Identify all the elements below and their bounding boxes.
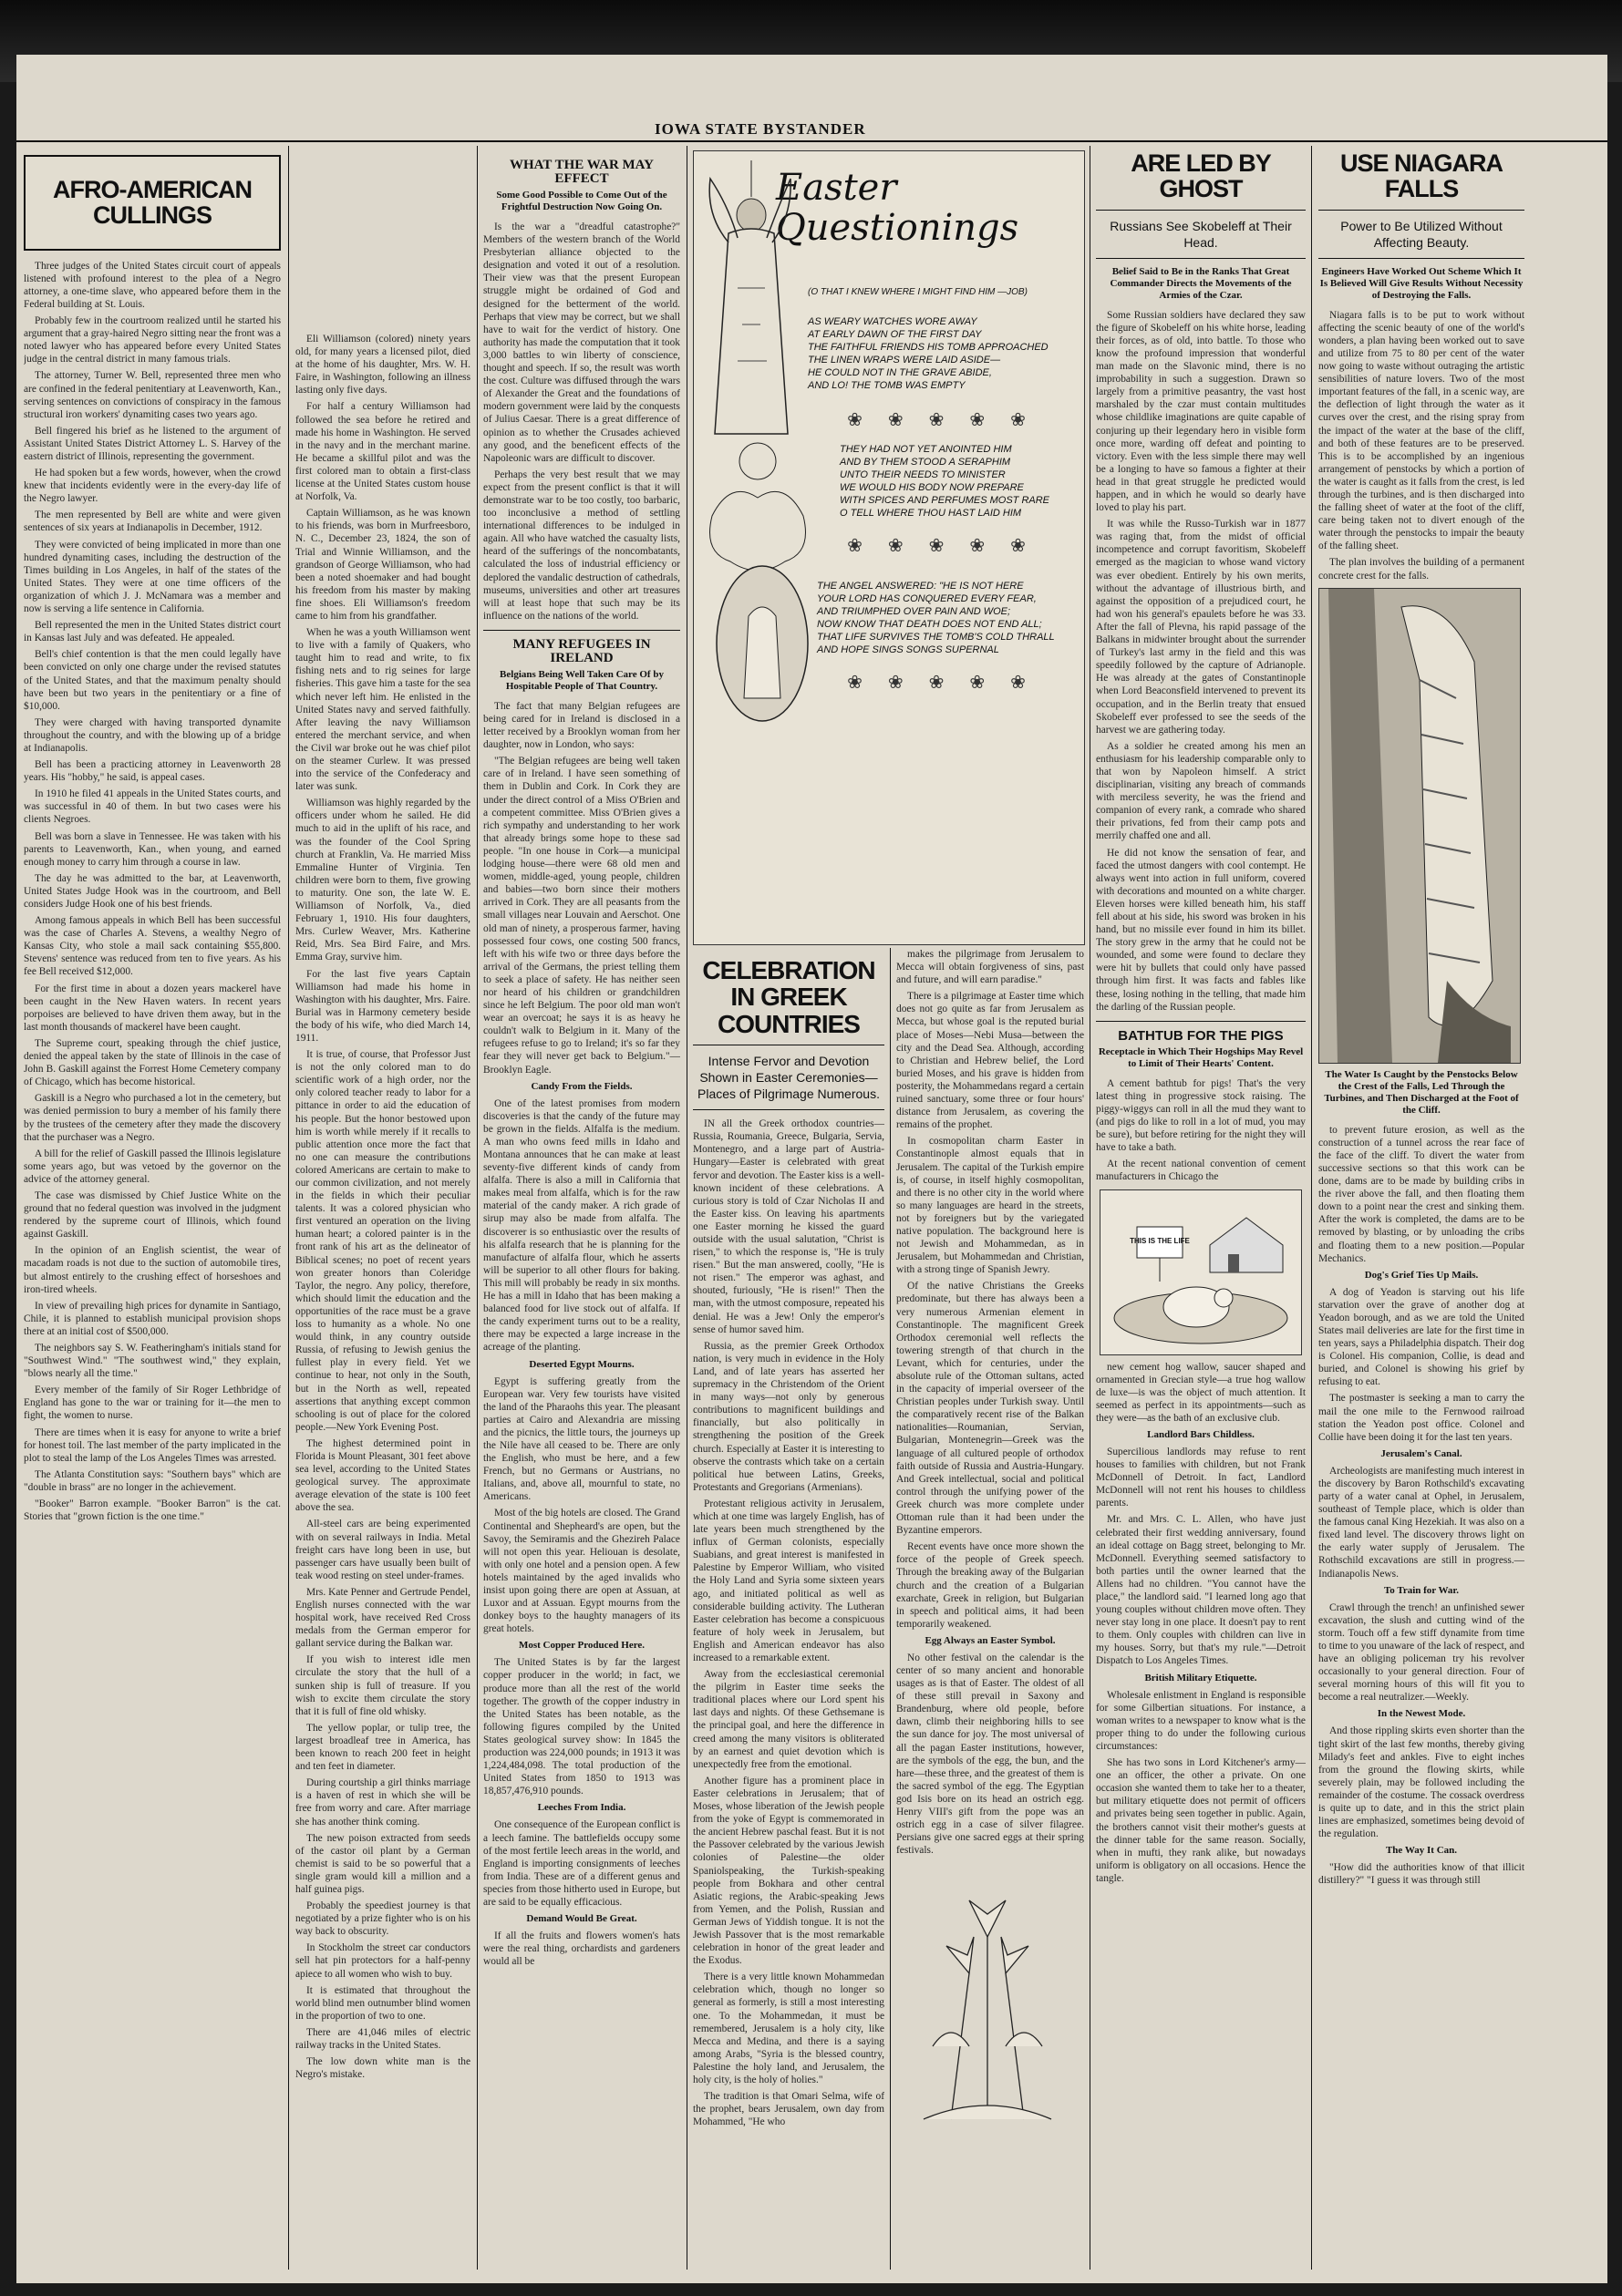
angel-figure <box>701 160 801 452</box>
paragraph: The Supreme court, speaking through the chief justice, denied the appeal taken by the state of Illinois in the case of John B. Gaskill against the Forrest Home Cemetery company of Chicago, which has become historical. <box>24 1037 281 1088</box>
paragraph: For half a century Williamson had followed the sea before he retired and made his home in Washington. He served in the navy and in the merchant marine. He became a skillful pilot and was the first colored man to obtain a first-class license at the United States custom house at Norfolk, Va. <box>295 401 470 503</box>
paragraph: new cement hog wallow, saucer shaped and ornamented in Grecian style—a true hog wallow de luxe—is was the object of much attention. It seemed as perfect in its appointments—such as they were—as the bath of an exclusive club. <box>1096 1361 1306 1424</box>
paragraph: Williamson was highly regarded by the officers under whom he sailed. He did much to aid in the uplift of his race, and was the founder of the Cool Spring church at Franklin, Va. He married Miss Emmaline Hunter of Virginia. Ten children were born to them, five growing to maturity. One son, the late W. E. Williamson of Norfolk, Va., died February 1, 1910. His four daughters, Mrs. Curlew Weaver, Mrs. Katherine Reid, Mrs. Sea Bird Faire, and Mrs. Emma Gray, survive him. <box>295 798 470 963</box>
paragraph: Away from the ecclesiastical ceremonial the pilgrim in Easter time seeks the traditional places where our Lord spent his last days and nights. Of these Gethsemane is the principal goal, and here the difference in creed among the many visitors is obliterated by an earnest and quiet devotion which is unexpectedly free from the emotional. <box>693 1669 884 1770</box>
paragraph: "How did the authorities know of that illicit distillery?" "I guess it was through still <box>1318 1862 1524 1887</box>
paragraph: Captain Williamson, as he was known to his friends, was born in Murfreesboro, N. C., December 23, 1824, the son of Trial and Winnie Williamson, and the grandson of George Williamson, who had been a noted shoemaker and had bought his freedom from his master by making fine shoes. Eli Williamson's freedom came to him from his grandfather. <box>295 508 470 622</box>
this-is-the-life-sign: THIS IS THE LIFE <box>1130 1236 1190 1245</box>
article-body <box>24 260 281 1524</box>
paragraph: Probably the speediest journey is that negotiated by a prize fighter who is on his way back to obscurity. <box>295 1900 470 1938</box>
paragraph: There are times when it is easy for anyone to write a brief for honest toil. The last member of the party implicated in the plot to steal the lamp of the Los Angeles Times was arrested. <box>24 1426 281 1464</box>
paragraph: Bell has been a practicing attorney in Leavenworth 28 years. His "hobby," he said, is appeal cases. <box>24 759 281 784</box>
article-body <box>1318 1861 1524 1887</box>
paragraph: One consequence of the European conflict is a leech famine. The battlefields occupy some of the most fertile leech areas in the world, and England is importing consignments of leeches from India. These are of a different genus and species from those hitherto used in Europe, but are said to be equally efficacious. <box>483 1819 680 1908</box>
article-body <box>1318 1286 1524 1444</box>
paragraph: The new poison extracted from seeds of the castor oil plant by a German chemist is said to be so powerful that a single gram would kill a million and a half guinea pigs. <box>295 1832 470 1895</box>
paragraph: Bell fingered his brief as he listened to the argument of Assistant United States District Attorney L. S. Harvey of the eastern district of Illinois, representing the government. <box>24 425 281 462</box>
paragraph: A cement bathtub for pigs! That's the very latest thing in progressive stock raising. The piggy-wiggys can roll in all the mud they want to (and pigs do like to roll in a lot of mud, you may be sure), but before retiring for the night they will have to take a bath. <box>1096 1077 1306 1154</box>
niagara-penstock-illustration <box>1318 588 1521 1064</box>
paragraph: The attorney, Turner W. Bell, represented three men who are confined in the federal penitentiary at Leavenworth, Kan., serving sentences on convictions of conspiracy in the famous structural iron workers' dynamiting cases two years ago. <box>24 370 281 420</box>
masthead-rule <box>16 140 1607 142</box>
article-body <box>693 1117 884 2128</box>
headline: BATHTUB FOR THE PIGS <box>1118 1027 1284 1044</box>
article-body <box>1318 309 1524 582</box>
separator <box>1096 258 1306 259</box>
paragraph: For the last five years Captain Williamson had made his home in Washington with his daughter, Mrs. Faire. Burial was in Harmony cemetery beside the body of his wife, who died March 14, 1911. <box>295 968 470 1044</box>
paragraph: The neighbors say S. W. Featheringham's initials stand for "Southwest Wind." "The southwest wind," they explain, "blows nearly all the time." <box>24 1343 281 1380</box>
column-divider <box>288 146 289 2270</box>
article-body <box>1096 1077 1306 1184</box>
headline: The Way It Can. <box>1385 1845 1458 1857</box>
deck: Russians See Skobeleff at Their Head. <box>1110 218 1292 250</box>
headline: In the Newest Mode. <box>1377 1708 1466 1720</box>
paragraph: Mr. and Mrs. C. L. Allen, who have just celebrated their first wedding anniversary, found an ideal cottage on Bagg street, belonging to Mr. McDonnell. Everything seemed satisfactory to both parties until the owner learned that the Allens had no children. "You cannot have the place," the landlord said. "I learned long ago that young couples without children move often. They never stay long in one place. It doesn't pay to rent to them. Only couples with children can live in my houses. Sorry, but that's my rule."—Detroit Dispatch to Los Angeles Times. <box>1096 1514 1306 1667</box>
paragraph: When he was a youth Williamson went to live with a family of Quakers, who taught him to read and write, to fix fishing nets and to rig seines for large fisheries. This gave him a taste for the sea which never left him. He enlisted in the United States navy and served faithfully. After leaving the navy Williamson entered the merchant service, and when the Civil war broke out he was chief pilot on the steamer Curlew. It was pressed into the service of the Confederacy and later was sunk. <box>295 627 470 793</box>
paragraph: The day he was admitted to the bar, at Leavenworth, United States Judge Hook was in the courtroom, and Bell considers Judge Hook one of his best friends. <box>24 872 281 910</box>
paragraph: Mrs. Kate Penner and Gertrude Pendel, English nurses connected with the war hospital work, have received Red Cross medals from the German emperor for gallant service during the Balkan war. <box>295 1586 470 1650</box>
paragraph: "Booker" Barron example. "Booker Barron" is the cat. Stories that "grown fiction is the one time." <box>24 1498 281 1523</box>
column-4 <box>693 957 884 2247</box>
paragraph: Among famous appeals in which Bell has been successful was the case of Charles A. Stevens, a wealthy Negro of Kansas City, who stole a mail sack containing $55,800. Stevens' sentence was reduced from ten to five years. As his fee Bell received $12,000. <box>24 915 281 978</box>
deck: Some Good Possible to Come Out of the Frightful Destruction Now Going On. <box>496 190 667 212</box>
paragraph: Is the war a "dreadful catastrophe?" Members of the western branch of the World Presbyterian alliance objected to the designation and voted it out of a resolution. Their view was that the present European struggle might be ordained of God and designed for the betterment of the world. Perhaps that view may be correct, but we shall have to wait for the verdict of history. One authority has made the computation that it took 3,000 battles to win liberty of conscience, thought and speech. If so, the result was worth the cost. Culture was diffused through the wars of Alexander the Great and the foundations of modern government were laid by the conquests of Julius Caesar. There is a great difference of opinion as to whether the Crusades achieved any good, and the beneficent effects of the Napoleonic wars are difficult to discover. <box>483 221 680 464</box>
headline: Egg Always an Easter Symbol. <box>925 1634 1056 1646</box>
article-body <box>295 333 470 2081</box>
article-body <box>483 1097 680 1354</box>
paragraph: In view of prevailing high prices for dynamite in Santiago, Chile, it is planned to establish municipal provision shops there at an initial cost of $500,000. <box>24 1300 281 1337</box>
paragraph: Three judges of the United States circuit court of appeals listened with profound interest to the plea of a Negro attorney, a one-time slave, who appeared before them in the Federal building at St. Louis. <box>24 260 281 310</box>
separator <box>1318 258 1524 259</box>
paragraph: to prevent future erosion, as well as the construction of a tunnel across the rear face of the face of the cliff. To divert the water from successive sections so that this work can be done, dams are to be made by building cribs in the river above the fall, and then floating them down to a point near the crest and sinking them. After the work is completed, the dams are to be removed by blasting, or by unloading the cribs and floating them to a new position.—Popular Mechanics. <box>1318 1124 1524 1264</box>
deck: Receptacle in Which Their Hogships May Revel to Limit of Their Hearts' Content. <box>1098 1045 1304 1069</box>
pig-bathtub-illustration <box>1100 1189 1302 1355</box>
deck: Intense Fervor and Devotion Shown in Easter Ceremonies—Places of Pilgrimage Numerous. <box>697 1054 880 1102</box>
headline: ARE LED BY GHOST <box>1131 150 1271 203</box>
paragraph: A dog of Yeadon is starving out his life starvation over the grave of another dog at Yeadon borough, and as we are told the United States mail deliveries are late for the first time in ten years, says a Philadelphia dispatch. Their dog is Colonel. His companion, Collie, is dead and buried, and Colonel is showing his grief by refusing to eat. <box>1318 1286 1524 1388</box>
headline: Landlord Bars Childless. <box>1147 1428 1255 1440</box>
paragraph: "The Belgian refugees are being well taken care of in Ireland. I have seen something of them in Dublin and Cork. In Cork they are under the direct control of a Miss O'Brien and a competent committee. Miss O'Brien gives a rich sympathy and understanding to her work that already brings some hope to these sad people. "In one house in Cork—a municipal lodging house—there were 68 old men and women, middle-aged, young people, children and babies—two born since their mothers arrived in Cork. They are all peasants from the small villages near Louvain and Aerschot. One old man of ninety, a prosperous farmer, having possessed four cows, one costing 500 francs, left with his wife two or three days before the arrival of the Germans, the priest telling them to seek a place of safety. He has neither seen nor heard of his children or grandchildren since he left Belgium. The poor old man won't wear an overcoat; he says it is as heavy he couldn't walk to Belgium in it. Many of the refugees refuse to go to Ireland; it's so far they fear they will never get back to Belgium."—Brooklyn Eagle. <box>483 756 680 1076</box>
paragraph: Bell's chief contention is that the men could legally have been convicted on only one charge under the revised statutes of the United States, and that the maximum penalty should have been but two years in the penitentiary or a fine of $10,000. <box>24 649 281 712</box>
paragraph: makes the pilgrimage from Jerusalem to Mecca will obtain forgiveness of sins, past and future, and will earn paradise." <box>896 949 1084 986</box>
paragraph: In 1910 he filed 41 appeals in the United States courts, and was successful in 40 of them. In but two cases were his clients Negroes. <box>24 788 281 826</box>
paragraph: During courtship a girl thinks marriage is a haven of rest in which she will be free from worry and care. After marriage she has another think coming. <box>295 1777 470 1828</box>
column-divider <box>890 948 891 2270</box>
article-body <box>483 1930 680 1968</box>
paragraph: Wholesale enlistment in England is responsible for some Gilbertian situations. For instance, a woman writes to a newspaper to know what is the proper thing to do under the following curious circumstances: <box>1096 1689 1306 1752</box>
paragraph: They were convicted of being implicated in more than one hundred dynamiting cases, including the destruction of the Times building in Los Angeles, in half of the states of the United States. They were at one time officers of the organization of which J. J. McNamara was a member and now is serving a life sentence in California. <box>24 539 281 615</box>
column-6 <box>1096 150 1306 2247</box>
headline: WHAT THE WAR MAY EFFECT <box>510 158 654 186</box>
paragraph: Bell represented the men in the United States district court in Kansas last July and was defeated. He appealed. <box>24 620 281 644</box>
paragraph: For the first time in about a dozen years mackerel have been caught in the New Haven waters. In recent years porpoises are believed to have driven them away, but in the last month thousands of mackerel have been caught. <box>24 983 281 1033</box>
paragraph: At the recent national convention of cement manufacturers in Chicago the <box>1096 1158 1306 1183</box>
paragraph: Perhaps the very best result that we may expect from the present conflict is that it will demonstrate war to be too costly, too barbaric, too inconclusive a method of settling international differences to be indulged in again. All who have watched the casualty lists, heard of the sufferings of the noncombatants, calculated the loss of industrial efficiency or deplored the vandalic destruction of cathedrals, museums, universities and other art treasures will at least hope that such may be its influence on the nations of the world. <box>483 468 680 622</box>
column-divider <box>477 146 478 2270</box>
paragraph: The men represented by Bell are white and were given sentences of six years at Indianapolis in December, 1912. <box>24 510 281 534</box>
tomb-angel-vignette <box>712 561 812 726</box>
deck: Engineers Have Worked Out Scheme Which It Is Believed Will Give Results Without Necessity of Destroying the Falls. <box>1319 265 1524 301</box>
deck: Power to Be Utilized Without Affecting Beauty. <box>1340 218 1503 250</box>
paragraph: There is a pilgrimage at Easter time which does not go quite as far from Jerusalem as Mecca, but whose goal is the reputed burial place of Moses—Nebi Musa—between the city and the Dead Sea. Although, according to Christian and Hebrew belief, the Lord buried Moses, and his grave is hidden from posterity, the Mohammedans regard a certain ruined sanctuary, some three or four hours' distance from Jerusalem, as covering the remains of the prophet. <box>896 991 1084 1131</box>
section-title: AFRO-AMERICAN CULLINGS <box>53 176 252 230</box>
paragraph: Niagara falls is to be put to work without affecting the scenic beauty of one of the world's wonders, a plan having been worked out to save and utilize from 75 to 80 per cent of the water now going to waste without outraging the artistic sensibilities of nature lovers. Two of the most important features of the fall, in a scenic way, are the deflection of light through the water as it curves over the crest, and the rising spray from the impact of the water at the base of the cliff, and both of these features are to be preserved. This is to be accomplished by an ingenious arrangement of penstocks by which a portion of the water is caught as it falls from the crest, is led through the turbines, and is then discharged into the falling sheet of water at the foot of the cliff, care being taken not to divert enough of the water through the penstocks to impair the beauty of the falling sheet. <box>1318 309 1524 552</box>
paragraph: In cosmopolitan charm Easter in Constantinople almost equals that in Jerusalem. The capital of the Turkish empire is, of course, in itself highly cosmopolitan, and there is no other city in the world where so many languages are heard in the streets, not by foreigners but by the variegated native population. The background here is not Jewish and Mohammedan, as in Jerusalem, but Mohammedan and Christian, with a strong tinge of Spanish Jewry. <box>896 1136 1084 1276</box>
job-quote: (O THAT I KNEW WHERE I MIGHT FIND HIM —JOB) <box>808 287 1028 297</box>
headline: Jerusalem's Canal. <box>1380 1447 1462 1459</box>
headline: Candy From the Fields. <box>531 1080 633 1092</box>
paragraph: If all the fruits and flowers women's hats were the real thing, orchardists and gardeners would all be <box>483 1930 680 1968</box>
paragraph: The case was dismissed by Chief Justice White on the ground that no federal question was involved in the judgment rendered by the supreme court of Illinois, which found against Gaskill. <box>24 1189 281 1241</box>
easter-title-art: Easter Questionings <box>776 167 1019 249</box>
paragraph: In Stockholm the street car conductors sell hat pin protectors for a half-penny apiece to all women who wish to buy. <box>295 1942 470 1980</box>
deck: Belgians Being Well Taken Care Of by Hospitable People of That Country. <box>500 668 664 692</box>
paragraph: The fact that many Belgian refugees are being cared for in Ireland is disclosed in a letter received by a Brooklyn woman from her daughter, now in London, who says: <box>483 700 680 751</box>
article-body <box>1318 1124 1524 1265</box>
lily-ornament-row: ❀❀❀❀❀ <box>847 673 1051 693</box>
paragraph: The United States is by far the largest copper producer in the world; in fact, we produce more than all the rest of the world together. The growth of the copper industry in the United States has been notable, as the following figures compiled by the United States geological survey show: In 1845 the production was 224,000 pounds; in 1913 it was 1,224,484,098. The total production of the United States from 1850 to 1913 was 18,857,476,910 pounds. <box>483 1657 680 1797</box>
easter-questionings-illustration <box>693 150 1085 945</box>
article-body <box>483 221 680 623</box>
separator <box>1096 210 1306 211</box>
article-body <box>1318 1725 1524 1840</box>
paragraph: Bell was born a slave in Tennessee. He was taken with his parents to Leavenworth, Kan., when young, and earned enough money to carry him through a course in law. <box>24 830 281 868</box>
column-7 <box>1318 150 1524 2247</box>
paragraph: A bill for the relief of Gaskill passed the Illinois legislature some years ago, but was vetoed by the governor on the advice of the attorney general. <box>24 1148 281 1185</box>
paragraph: Of the native Christians the Greeks predominate, but there has always been a very numerous Armenian element in Constantinople. The magnificent Greek Orthodox ceremonial well reflects the towering strength of that church in the Levant, which for centuries, under the absolute rule of the Ottoman sultans, acted in the capacity of imperial overseer of the Christian peoples under Turkish sway. Until the comparatively recent rise of the Balkan nationalities—Roumanian, Servian, Bulgarian, Montenegrin—Greek was the language of all cultured people of orthodox faith outside of Russia and Austria-Hungary. And Greek intellectual, social and political control through the unifying power of the Greek church was more complete under Ottoman rule than it had been under the Byzantine emperors. <box>896 1281 1084 1537</box>
headline: Dog's Grief Ties Up Mails. <box>1364 1269 1479 1281</box>
article-body <box>483 1375 680 1636</box>
separator <box>1096 1021 1306 1022</box>
column-2 <box>295 333 470 2247</box>
column-5 <box>896 948 1084 2247</box>
paragraph: Russia, as the premier Greek Orthodox nation, is very much in evidence in the Holy Land, and of late years has asserted her supremacy in the Christendom of the Orient in many ways—not only by generous contributions to magnificent buildings and financially, but also politically in strengthening the position of the Greek church. Especially at Easter it is interesting to observe the contrasts which take on a certain political hue between Latins, Greeks, Protestants and Gregorians (Armenians). <box>693 1340 884 1493</box>
separator <box>693 1109 884 1110</box>
article-body <box>483 1656 680 1797</box>
paragraph: The postmaster is seeking a man to carry the mail the one mile to the Fernwood railroad station the Yeadon post office. Colonel and Collie have been doing it for the last ten years. <box>1318 1393 1524 1443</box>
paragraph: All-steel cars are being experimented with on several railways in India. Metal freight cars have long been in use, but passenger cars have usually been built of teak wood resting on steel under-frames. <box>295 1519 470 1581</box>
paragraph: He did not know the sensation of fear, and faced the utmost dangers with cool contempt. He always went into action in full uniform, covered with decorations and mounted on a white charger. Eleven horses were killed beneath him, his staff fell about at his side, his sword was broken in his hand, but no missile ever found in him its billet. The story grew in the army that he could not be wounded, and some were found to declare they were hit by bullets that could only have passed through him first. It was facts and fables like these, losing nothing in the telling, that made him the darling of the Russian people. <box>1096 847 1306 1013</box>
paragraph: The Atlanta Constitution says: "Southern bays" which are "double in brass" are no longer in the achievement. <box>24 1468 281 1493</box>
headline: USE NIAGARA FALLS <box>1339 150 1503 203</box>
paragraph: Another figure has a prominent place in Easter celebrations in Jerusalem; that of Moses, whose liberation of the Jewish people from the yoke of Egypt is commemorated in the ancient Hebrew paschal feast. But it is not the Passover celebrated by the various Jewish colonies of Palestine—the older Spaniolspeaking, the Turkish-speaking people from Bokhara and other central Asiatic regions, the Arabic-speaking Jews from Yemen, and the Polish, Russian and German Jews of Yiddish tongue. It is not the Jewish Passover that is the most remarkable celebration in honor of the great leader and the Exodus. <box>693 1775 884 1967</box>
paragraph: And those rippling skirts even shorter than the tight skirt of the last few months, thereby giving Milady's feet and ankles. Five to eight inches from the ground the flowing skirts, while severely plain, may be followed including the remainder of the costume. The cossack overdress is quite up to date, and in this the strict plain lines are emphasized, sometimes being devoid of the regulation. <box>1318 1725 1524 1840</box>
paragraph: Some Russian soldiers have declared they saw the figure of Skobeleff on his white horse, leading their forces, as of old, into battle. To those who know the profound impression that wonderful man made on the Slavonic mind, there is no improbability in such a suggestion. Drawn so largely from a primitive peasantry, the vast host marshaled by the czar must contain multitudes whose childlike imaginations are quite capable of conjuring up their legendary hero in visible form once more, warding off defeat and pointing to victory. Even with the less simple there may well be a longing to have so famous a fighter at their head in that great struggle he predicted would happen, and in which he would so dearly have loved to play his part. <box>1096 309 1306 514</box>
paragraph: One of the latest promises from modern discoveries is that the candy of the future may be grown in the fields. Alfalfa is the medium. A man who owns feed mills in Idaho and Montana announces that he can make at least seventy-five different kinds of candy from alfalfa. There is also a mill in California that makes meal from alfalfa, which is for the raw material of the candy maker. A rich grade of sirup may also be made from alfalfa. The discoverer is so enthusiastic over the results of his alfalfa research that he is planning for the manufacture of alfalfa flour, which he asserts will be superior to all other flours for baking. This mill will probably be ready in six months. He has a mill in Idaho that has been making a balanced food for live stock out of alfalfa. If the candy experiment turns out to be a reality, there may be expected a large increase in the acreage of the planting. <box>483 1097 680 1354</box>
paragraph: The yellow poplar, or tulip tree, the largest broadleaf tree in America, has been known to reach 200 feet in height and ten feet in diameter. <box>295 1722 470 1773</box>
article-body <box>1096 309 1306 1014</box>
paragraph: They were charged with having transported dynamite throughout the country, and with the blowing up of a bridge at Indianapolis. <box>24 716 281 754</box>
paragraph: There is a very little known Mohammedan celebration which, though no longer so general as formerly, is still a most interesting one. To the Mohammedan, it must be remembered, Jerusalem is a holy city, like Mecca and Medina, and there is a saying among Arabs, "Syria is the blessed country, Palestine the holy land, and Jerusalem, the holy city, is the holy of holies." <box>693 1972 884 2086</box>
paragraph: Archeologists are manifesting much interest in the discovery by Baron Rothschild's excavating party of a water canal at Ophel, in Jerusalem, southeast of Temple place, which is older than the famous canal King Hezekiah. It was also on a fixed land level. The discovery throws light on the early water supply of Jerusalem. The Rothschild excavations are still in progress.—Indianapolis News. <box>1318 1465 1524 1580</box>
separator <box>483 630 680 631</box>
separator <box>1318 210 1524 211</box>
paragraph: He had spoken but a few words, however, when the crowd knew that incidents evidently were in the every-day life of the Negro lawyer. <box>24 468 281 505</box>
paragraph: Probably few in the courtroom realized until he started his argument that a gray-haired Negro sitting near the front was a noted lawyer who has appeared before every United States judge in the central district in many famous trials. <box>24 315 281 366</box>
headline: Demand Would Be Great. <box>526 1913 637 1925</box>
illustration-caption: The Water Is Caught by the Penstocks Below the Crest of the Falls, Led Through the Turbines, and Then Discharged at the Foot of the Cliff. <box>1324 1068 1519 1116</box>
afro-american-cullings-banner <box>24 155 281 251</box>
column-3 <box>483 155 680 2247</box>
paragraph: In the opinion of an English scientist, the wear of macadam roads is not due to the suction of automobile tires, but almost entirely to the crushing effect of horseshoes and iron-tired wheels. <box>24 1245 281 1295</box>
paragraph: The low down white man is the Negro's mistake. <box>295 2056 470 2081</box>
paragraph: The tradition is that Omari Selma, wife of the prophet, bears Jerusalem, own day from Mohammed, "He who <box>693 2091 884 2128</box>
paragraph: Eli Williamson (colored) ninety years old, for many years a licensed pilot, died at the home of his daughter, Mrs. W. H. Faire, in Washington, following an illness lasting only five days. <box>295 334 470 396</box>
masthead: IOWA STATE BYSTANDER <box>655 120 866 138</box>
paragraph: The plan involves the building of a permanent concrete crest for the falls. <box>1318 557 1524 582</box>
paragraph: It was while the Russo-Turkish war in 1877 was raging that, from the midst of official incompetence and corrupt favoritism, Skobeleff emerged as the magician to whose wand victory was ever obedient. Entirely by his own merits, without the advantage of illustrious birth, and against the opposition of a prejudiced court, he had won his general's epaulets before he was 33. After the fall of Plevna, his rapid passage of the Balkans in midwinter brought about the surrender of Turkey's last army in the field and this was speedily followed by the capture of Adrianople. He was already at the gates of Constantinople when Lord Beaconsfield intervened to prevent its occupation, and in the Berlin treaty that ensued Skobeleff ever professed to see the seeds of the harvest we are gathering today. <box>1096 519 1306 736</box>
paragraph: Most of the big hotels are closed. The Grand Continental and Shepheard's are open, but the Savoy, the Semiramis and the Ghezireh Palace will not open this year. Heliouan is desolate, with only one hotel and a pension open. A few hotels maintained by the aged invalids who insist upon going there are open at Assuan, at Luxor and at Assuan. Egypt mourns from the donkey boys to the haughty managers of its great hotels. <box>483 1508 680 1635</box>
headline: Leeches From India. <box>537 1802 626 1814</box>
paragraph: Recent events have once more shown the force of the people of Greek speech. Through the breaking away of the Bulgarian church and the creation of a Bulgarian exarchate, Greek in religion, but Bulgarian in speech and political aims, it had been temporarily weakened. <box>896 1541 1084 1630</box>
verse-1: AS WEARY WATCHES WORE AWAY AT EARLY DAWN OF THE FIRST DAY THE FAITHFUL FRIENDS HIS TOMB APPROACHED THE LINEN WRAPS WERE LAID ASIDE— HE COULD NOT IN THE GRAVE ABIDE, AND LO! THE TOMB WAS EMPTY <box>808 316 1049 391</box>
article-body <box>896 1652 1084 1858</box>
paragraph: Gaskill is a Negro who purchased a lot in the cemetery, but was denied permission to bury a member of his family there by the trustees of the cemetery after they made the discovery that the purchaser was a Negro. <box>24 1093 281 1143</box>
article-body <box>896 948 1084 1631</box>
cherub-cloud <box>703 425 812 580</box>
headline: To Train for War. <box>1383 1584 1460 1596</box>
paragraph: It is true, of course, that Professor Just is not the only colored man to do scientific work of a high order, nor the only colored teacher ready to labor for a pittance in order to aid the education of his people. But the honor bestowed upon him is worth while merely if it recalls to public attention once more the fact that no one can measure the contributions colored Americans are certain to make to our common civilization, and not merely in the fields in which their peculiar talents. It was a colored physician who first ventured an operation on the living human heart; a colored painter is in the front rank of his art as the delineator of Biblical scenes; no poet of recent years won greater honors than Coleridge Taylor, the negro. Any policy, therefore, which should limit the education and the opportunities of the race must be a grave loss to humanity as a whole. No one would think, in any country outside Russia, of refusing to Jewish genius the fullest play in every field. Yet we continue to hear, not only in the South, but in the North as well, repeated assertions that anything except common schooling is out of place for the colored people.—New York Evening Post. <box>295 1049 470 1433</box>
article-body <box>1096 1689 1306 1885</box>
article-body <box>483 1818 680 1909</box>
article-body <box>1318 1465 1524 1580</box>
newspaper-page <box>16 55 1607 2283</box>
lily-ornament-row: ❀❀❀❀❀ <box>847 536 1051 556</box>
paragraph: Egypt is suffering greatly from the European war. Very few tourists have visited the land of the Pharaohs this year. The pleasant parties at Cairo and Alexandria are missing and the picnics, the little tours, the journeys up the Nile have all ceased to be. There are only the English, who must be here, and a few French, but no Germans or Austrians, no Italians, and, above all, mournful to state, no Americans. <box>483 1375 680 1503</box>
verse-2: THEY HAD NOT YET ANOINTED HIM AND BY THEM STOOD A SERAPHIM UNTO THEIR NEEDS TO MINISTER WE WOULD HIS BODY NOW PREPARE WITH SPICES AND PERFUMES MOST RARE O TELL WHERE THOU HAST LAID HIM <box>840 444 1050 519</box>
paragraph: IN all the Greek orthodox countries—Russia, Roumania, Greece, Bulgaria, Servia, Montenegro, and a large part of Austria-Hungary—Easter is celebrated with great fervor and devotion. The Easter kiss is a well-known incident of these celebrations. A curious story is told of Czar Nicholas II and the Easter kiss. On leaving his apartments one Easter morning he kissed the guard outside with the usual salutation, "Christ is risen," to which the response is, "He is truly risen." But the man answered, coolly, "He is not risen." The emperor was aghast, and shouted, furiously, "He is risen!" Then the man, with the utmost composure, repeated his denial. He was a Jew! Only the emperor's sense of humor saved him. <box>693 1118 884 1335</box>
article-body <box>483 700 680 1076</box>
deck: Belief Said to Be in the Ranks That Great Commander Directs the Movements of the Armies of the Czar. <box>1110 265 1292 301</box>
paragraph: She has two sons in Lord Kitchener's army—one an officer, the other a private. On one occasion she wanted them to take her to a theater, but military etiquette does not permit of officers and privates being seen together in public. Again, the brothers cannot visit their mother's guests at the dinner table for the same reason. Socially, when in mufti, they rank alike, but nowadays uniform is obligatory on all occasions. Hence the tangle. <box>1096 1757 1306 1884</box>
paragraph: Every member of the family of Sir Roger Lethbridge of England has gone to the war or training for it—the men to fight, the women to nurse. <box>24 1385 281 1422</box>
column-divider <box>1311 146 1312 2270</box>
paragraph: Crawl through the trench! an unfinished sewer excavation, the slush and cutting wind of the storm. Touch off a few stiff dynamite from time to time to you unaware of the lack of respect, and have an obliging policeman try his revolver occasionally to your general direction. Four of several morning hours of this will fit you to become a real neutralizer.—Weekly. <box>1318 1601 1524 1704</box>
verse-3: THE ANGEL ANSWERED: "HE IS NOT HERE YOUR LORD HAS CONQUERED EVERY FEAR, AND TRIUMPHED OVER PAIN AND WOE; NOW KNOW THAT DEATH DOES NOT END ALL; THAT LIFE SURVIVES THE TOMB'S COLD THRALL AND HOPE SINGS SONGS SUPERNAL <box>817 581 1055 655</box>
paragraph: There are 41,046 miles of electric railway tracks in the United States. <box>295 2026 470 2051</box>
headline: CELEBRATION IN GREEK COUNTRIES <box>702 957 875 1038</box>
headline: British Military Etiquette. <box>1144 1672 1257 1683</box>
paragraph: The highest determined point in Florida is Mount Pleasant, 301 feet above sea level, according to the United States geological survey. The approximate average elevation of the state is 100 feet above the sea. <box>295 1437 470 1514</box>
lily-ornament-row: ❀❀❀❀❀ <box>847 410 1051 430</box>
headline: Most Copper Produced Here. <box>518 1640 646 1652</box>
easter-lilies-illustration <box>896 1864 1079 2128</box>
paragraph: No other festival on the calendar is the center of so many ancient and honorable usages as is that of Easter. The oldest of all of these still prevail in Saxony and Brandenburg, where old people, before dawn, climb their neighboring hills to see the sun dance for joy. The most universal of all the pagan Easter institutions, however, are the symbols of the egg, the bun, and the hare—these three, and the greatest of them is the sacred symbol of the egg. The Egyptian god Isis bore on its head an ostrich egg. Henry VIII's gift from the pope was an ostrich egg in a case of silver filagree. Persians give one sacred eggs at their spring festivals. <box>896 1652 1084 1857</box>
paragraph: As a soldier he created among his men an enthusiasm for his leadership comparable only to that won by Napoleon himself. A strict disciplinarian, visiting any breach of commands with merciless severity, he was the friend and companion of every rank, a comrade who shared their privations, fed from their camp pots and merrily chaffed one and all. <box>1096 740 1306 842</box>
paragraph: Supercilious landlords may refuse to rent houses to families with children, but not Frank McDonnell of Detroit. In fact, Landlord McDonnell will not rent his houses to childless parents. <box>1096 1446 1306 1509</box>
paragraph: It is estimated that throughout the world blind men outnumber blind women in the proportion of two to one. <box>295 1984 470 2022</box>
paragraph: Protestant religious activity in Jerusalem, which at one time was largely English, has of late years been much strengthened by the influx of German colonists, especially Suabians, and great interest is manifested in Palestine by Emperor William, who visited the Holy Land and Syria some sixteen years ago, and initiated political as well as considerable building activity. The Lutheran Easter celebration has become a conspicuous feature of holy week in Jerusalem, but English and American endeavor has also increased to a remarkable extent. <box>693 1498 884 1664</box>
article-body <box>1096 1446 1306 1668</box>
article-body <box>1096 1361 1306 1425</box>
article-body <box>1318 1601 1524 1704</box>
paragraph: If you wish to interest idle men circulate the story that the hull of a sunken ship is full of treasure. If you wish to excite them circulate the story that it is full of fine old whisky. <box>295 1654 470 1717</box>
headline: Deserted Egypt Mourns. <box>529 1358 635 1370</box>
headline: MANY REFUGEES IN IRELAND <box>512 636 651 665</box>
column-1 <box>24 155 281 2247</box>
